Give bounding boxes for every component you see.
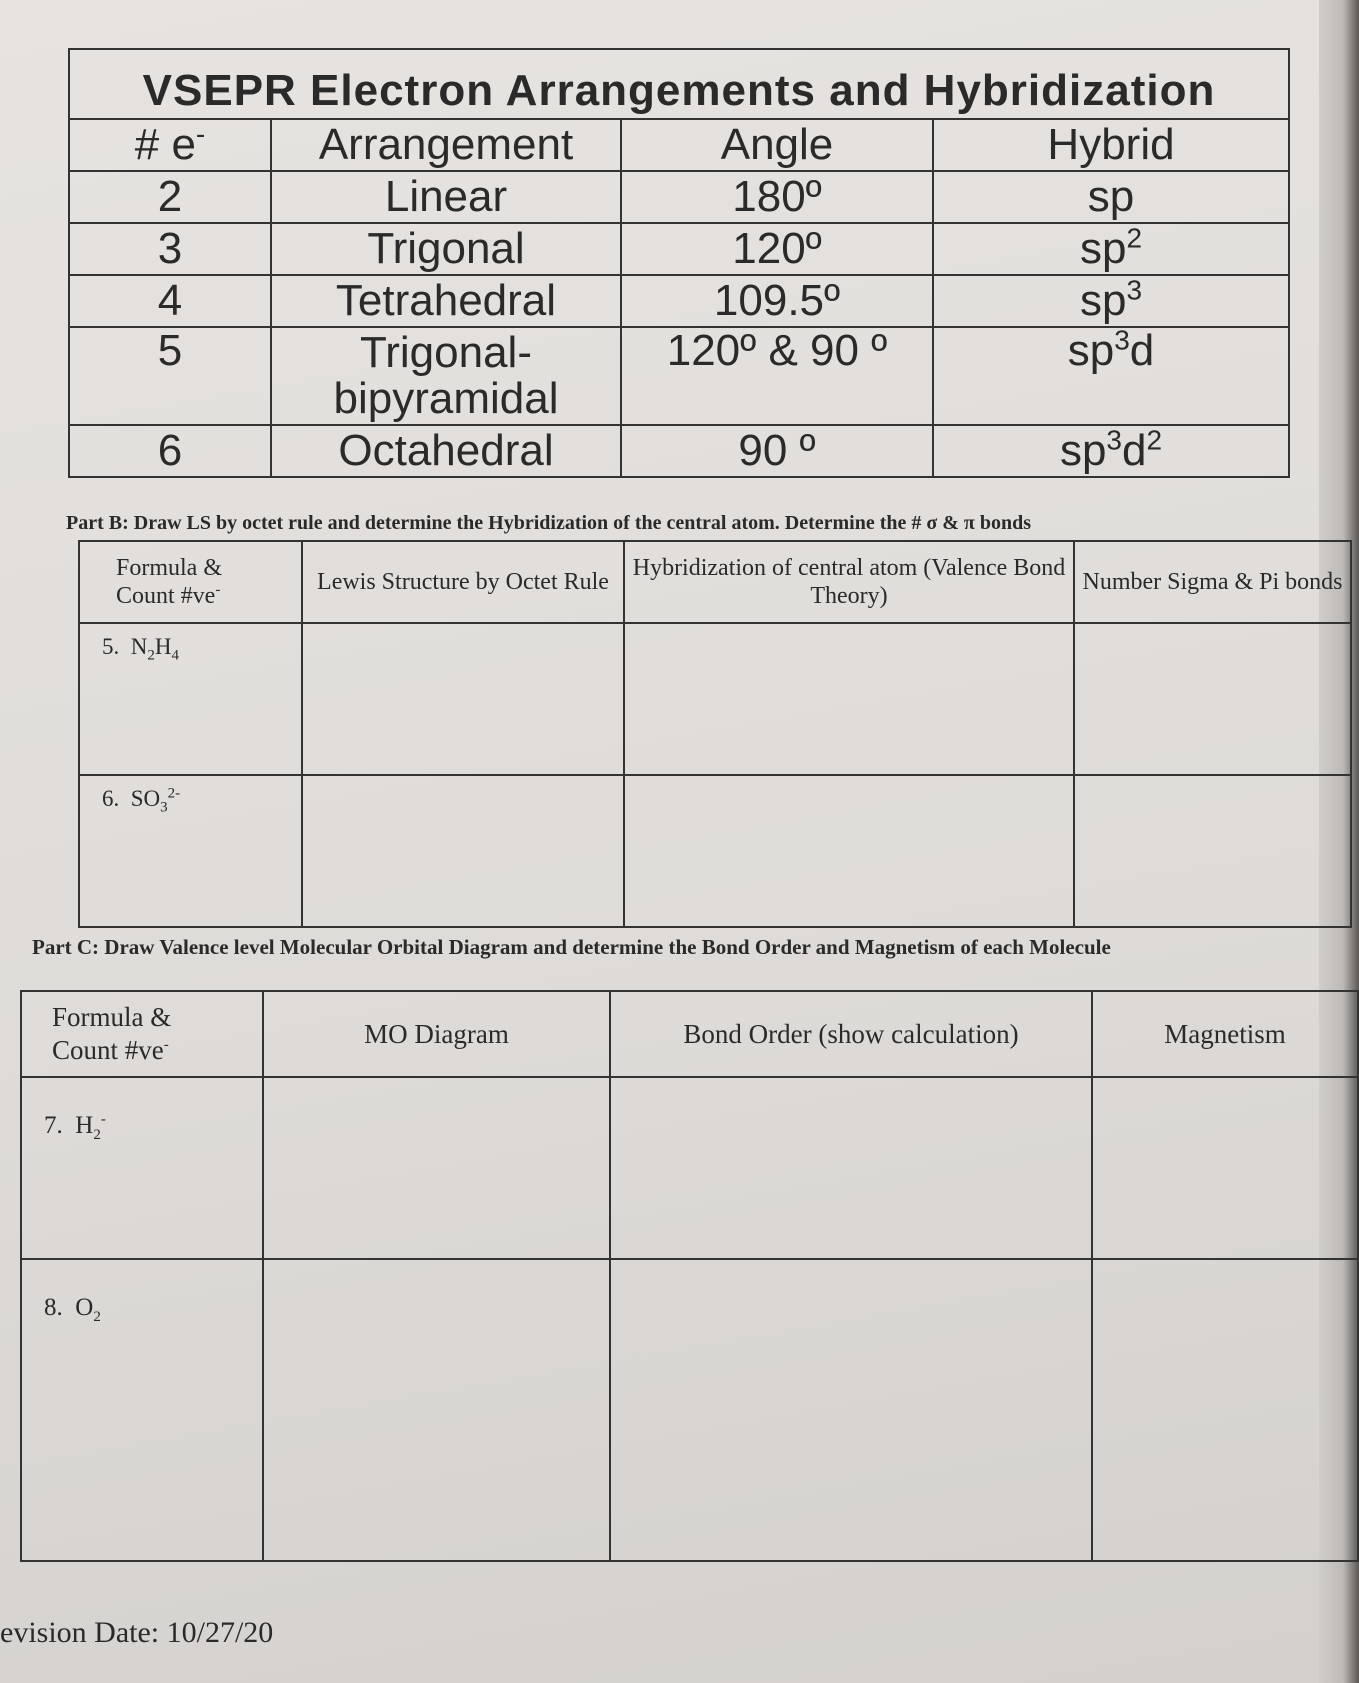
hybridization-answer-cell[interactable] [624,775,1074,927]
arrangement: Tetrahedral [271,275,621,327]
electron-count: 3 [69,223,271,275]
arrangement: Linear [271,171,621,223]
revision-date: evision Date: 10/27/20 [0,1616,274,1649]
hybrid: sp [933,171,1289,223]
table-row [79,623,1351,775]
bond-order-answer-cell[interactable] [610,1259,1092,1561]
header-magnetism: Magnetism [1092,991,1358,1077]
electron-count: 6 [69,425,271,477]
header-formula: Formula & Count #ve- [21,991,263,1077]
magnetism-answer-cell[interactable] [1092,1259,1358,1561]
bonds-answer-cell[interactable] [1074,623,1351,775]
angle: 90 º [621,425,933,477]
arrangement: Trigonal-bipyramidal [271,327,621,425]
formula-cell: 7. $H_2^-$ [21,1077,263,1259]
table-row [69,171,1289,223]
arrangement: Trigonal [271,223,621,275]
electron-count: 4 [69,275,271,327]
vsepr-title: VSEPR Electron Arrangements and Hybridization [69,49,1289,119]
formula-cell: 6. $SO_3^{2-}$ [79,775,302,927]
mo-diagram-answer-cell[interactable] [263,1077,610,1259]
header-electrons: # e- [69,119,271,171]
table-row [79,775,1351,927]
angle: 180º [621,171,933,223]
part-b-title: Part B: Draw LS by octet rule and determine the Hybridization of the central atom. Determine the # σ & π bonds [66,512,1032,534]
header-sigma-pi-bonds: Number Sigma & Pi bonds [1074,541,1351,623]
lewis-answer-cell[interactable] [302,775,624,927]
header-formula: Formula & Count #ve- [79,541,302,623]
table-row [69,223,1289,275]
hybrid: $sp^3d$ [933,327,1289,425]
electron-count: 5 [69,327,271,425]
magnetism-answer-cell[interactable] [1092,1077,1358,1259]
angle: 120º [621,223,933,275]
table-row [21,1259,1358,1561]
table-row [21,1077,1358,1259]
hybrid: $sp^3d^2$ [933,425,1289,477]
header-hybridization: Hybridization of central atom (Valence Bond Theory) [624,541,1074,623]
header-bond-order: Bond Order (show calculation) [610,991,1092,1077]
formula-cell: 5. $N_2H_4$ [79,623,302,775]
hybrid: $sp^2$ [933,223,1289,275]
hybridization-answer-cell[interactable] [624,623,1074,775]
mo-diagram-answer-cell[interactable] [263,1259,610,1561]
header-angle: Angle [621,119,933,171]
vsepr-table [68,48,1290,478]
table-row [69,275,1289,327]
table-row [69,327,1289,425]
hybrid: $sp^3$ [933,275,1289,327]
lewis-answer-cell[interactable] [302,623,624,775]
header-lewis-structure: Lewis Structure by Octet Rule [302,541,624,623]
header-arrangement: Arrangement [271,119,621,171]
table-row [69,425,1289,477]
bond-order-answer-cell[interactable] [610,1077,1092,1259]
header-mo-diagram: MO Diagram [263,991,610,1077]
part-c-title: Part C: Draw Valence level Molecular Orbital Diagram and determine the Bond Order and Magnetism of each Molecule [32,935,1111,959]
angle: 120º & 90 º [621,327,933,425]
part-c-table [20,990,1359,1562]
arrangement: Octahedral [271,425,621,477]
formula-cell: 8. $O_2$ [21,1259,263,1561]
bonds-answer-cell[interactable] [1074,775,1351,927]
part-b-table [78,540,1352,928]
electron-count: 2 [69,171,271,223]
angle: 109.5º [621,275,933,327]
header-hybrid: Hybrid [933,119,1289,171]
